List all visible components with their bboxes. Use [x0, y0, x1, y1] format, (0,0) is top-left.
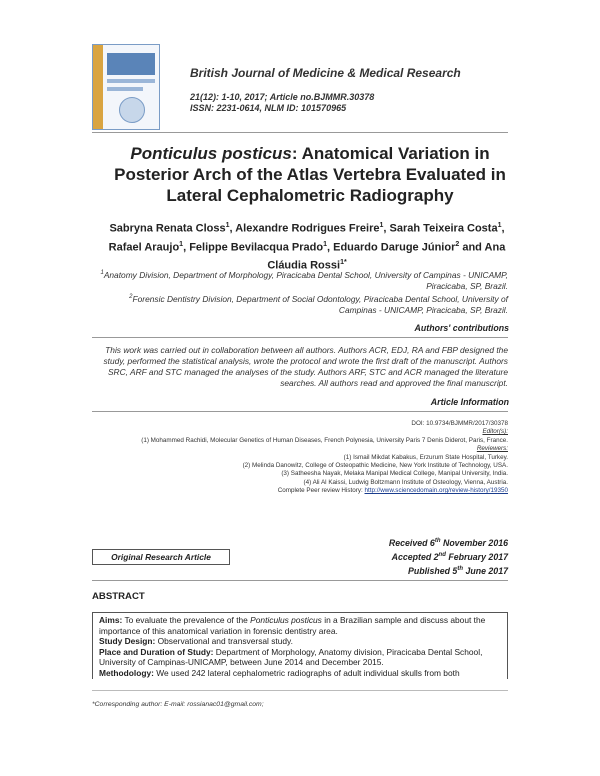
contributions-divider	[92, 337, 508, 338]
doi: DOI: 10.9734/BJMMR/2017/30378	[411, 420, 508, 427]
abstract-design: Study Design: Observational and transversal study.	[99, 636, 293, 646]
author-name: Rafael Araujo	[108, 241, 180, 254]
peer-review-history-link[interactable]: http://www.sciencedomain.org/review-history/19350	[364, 487, 508, 495]
author-name: Sabryna Renata Closs	[109, 222, 226, 235]
paper-title	[95, 143, 525, 206]
footnote-divider	[92, 690, 508, 691]
author-affiliation-marker: 1*	[340, 259, 347, 267]
article-info-heading: Article Information	[430, 397, 509, 407]
peer-review-history: Complete Peer review History: http://www.sciencedomain.org/review-history/19350	[277, 487, 508, 495]
reviewer-entry: (3) Satheesha Nayak, Melaka Manipal Medical College, Manipal University, India.	[281, 470, 508, 478]
article-type-badge: Original Research Article	[92, 549, 230, 565]
article-info	[92, 420, 508, 496]
cover-emblem	[119, 97, 145, 123]
journal-citation: 21(12): 1-10, 2017; Article no.BJMMR.30378	[190, 92, 375, 102]
cover-spine	[93, 45, 103, 129]
publication-dates	[330, 535, 508, 577]
contributions-text: This work was carried out in collaboration between all authors. Authors ACR, EDJ, RA and FBP designed the study, performed the statistical analysis, wrote the protocol and wrote the first draft of the manuscript. Authors SRC, ARF and STC managed the analyses of the study. Authors ARF, STC and ACR managed the literature searches. All authors read and approved the final manuscript.	[103, 345, 508, 388]
author-name: Felippe Bevilacqua Prado	[189, 241, 324, 254]
author-name: and Ana Cláudia Rossi	[267, 241, 506, 272]
author-affiliation-marker: 1	[323, 240, 327, 248]
abstract-box	[92, 612, 508, 679]
abstract-divider	[92, 580, 508, 581]
author-name: Alexandre Rodrigues Freire	[235, 222, 380, 235]
journal-cover-image	[92, 44, 160, 130]
abstract-heading: ABSTRACT	[92, 591, 145, 602]
abstract-methodology: Methodology: We used 242 lateral cephalometric radiographs of adult individual skulls from both	[99, 667, 460, 678]
author-name: Eduardo Daruge Júnior	[333, 241, 456, 254]
reviewer-entry: (4) Ali Al Kaissi, Ludwig Boltzmann Institute of Osteology, Vienna, Austria.	[303, 478, 508, 486]
corresponding-author-footnote: *Corresponding author: E-mail: rossianac01@gmail.com;	[92, 701, 264, 708]
reviewer-entry: (1) Ismail Mikdat Kabakus, Erzurum State Hospital, Turkey.	[343, 453, 508, 461]
published-date: Published 5th June 2017	[407, 565, 508, 576]
title-italic: Ponticulus posticus	[130, 144, 292, 163]
author-list: Sabryna Renata Closs$^1$, Alexandre Rodrigues Freire$^1$, Sarah Teixeira Costa$^1$, Rafael Araujo$^1$, Felippe Bevilacqua Prado$^1$, Eduardo Daruge Júnior$^2$ and Ana Cláudia Rossi$^{1*}$	[108, 222, 506, 272]
reviewers-label: Reviewers:	[476, 445, 508, 453]
journal-name: British Journal of Medicine & Medical Research	[190, 66, 461, 80]
editors-label: Editor(s):	[482, 428, 508, 436]
author-affiliation-marker: 1	[379, 222, 384, 229]
journal-issn: ISSN: 2231-0614, NLM ID: 101570965	[190, 103, 347, 113]
affiliation-2: $^2$Forensic Dentistry Division, Department of Social Odontology, Piracicaba Dental School, University of Campinas - UNICAMP, Piracicaba, SP, Brazil.	[129, 293, 508, 315]
author-name: Sarah Teixeira Costa	[389, 222, 498, 235]
header-divider	[92, 132, 508, 133]
author-affiliation-marker: 2	[455, 240, 460, 248]
article-info-divider	[92, 411, 508, 412]
cover-title-band	[107, 53, 155, 75]
title-rest: : Anatomical Variation in Posterior Arch of the Atlas Vertebra Evaluated in Lateral Cephalometric Radiography	[114, 144, 506, 205]
affiliation-1: $^1$Anatomy Division, Department of Morphology, Piracicaba Dental School, University of Campinas - UNICAMP, Piracicaba, SP, Brazil.	[100, 269, 508, 291]
contributions-heading: Authors' contributions	[414, 323, 509, 333]
affiliations	[92, 268, 508, 316]
cover-stripe	[107, 87, 143, 91]
editor-entry: (1) Mohammed Rachidi, Molecular Genetics of Human Diseases, French Polynesia, University Paris 7 Denis Diderot, Paris, France.	[141, 436, 508, 444]
cover-stripe	[107, 79, 155, 83]
accepted-date: Accepted 2nd February 2017	[391, 551, 508, 562]
journal-meta	[190, 92, 374, 114]
author-affiliation-marker: 1	[179, 240, 184, 248]
author-affiliation-marker: 1	[225, 222, 230, 229]
abstract-aims: Aims: To evaluate the prevalence of the Ponticulus posticus in a Brazilian sample and discuss about the importance of this anatomical variation in forensic dentistry area.	[99, 615, 486, 636]
author-affiliation-marker: 1	[497, 222, 502, 229]
reviewer-entry: (2) Melinda Danowitz, College of Osteopathic Medicine, New York Institute of Technology, USA.	[242, 462, 508, 470]
abstract-place: Place and Duration of Study: Department of Morphology, Anatomy division, Piracicaba Dental School, University of Campinas-UNICAMP, between June 2014 and December 2015.	[99, 646, 483, 667]
received-date: Received 6th November 2016	[388, 537, 508, 548]
